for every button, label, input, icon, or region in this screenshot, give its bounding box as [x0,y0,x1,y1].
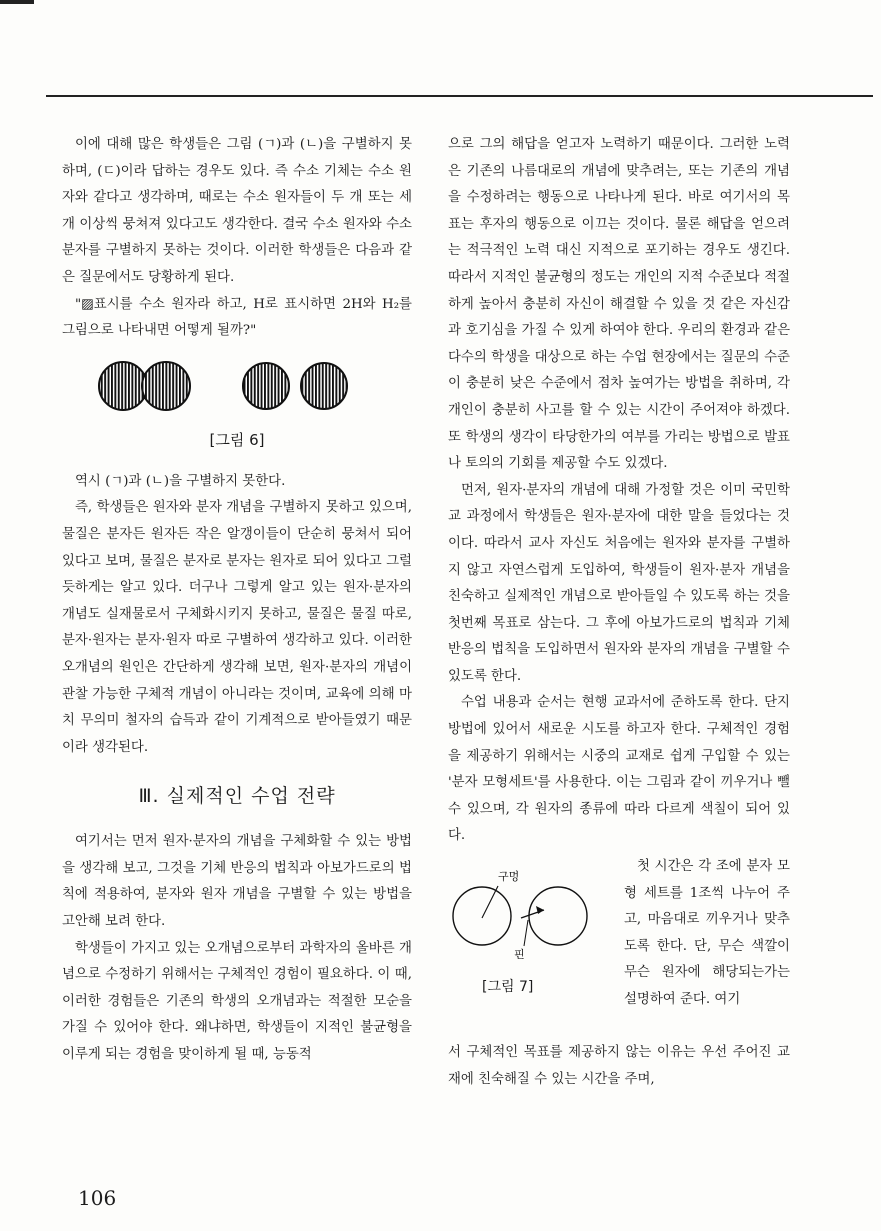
figure-7 [448,860,618,1036]
paragraph: 즉, 학생들은 원자와 분자 개념을 구별하지 못하고 있으며, 물질은 분자든 원자든 작은 알갱이들이 단순히 뭉쳐서 되어 있다고 보며, 물질은 분자로 분자는 원자로 되어 있다고 그럴 듯하게는 알고 있다. 더구나 그렇게 알고 있는 원자·분자의 개념도 실재물로서 구체화시키지 못하고, 물질은 물질 따로, 분자·원자는 분자·원자 따로 구별하여 생각하고 있다. 이러한 오개념의 원인은 간단하게 생각해 보면, 원자·분자의 개념이 관찰 가능한 구체적 개념이 아니라는 것이며, 교육에 의해 마치 무의미 철자의 습득과 같이 기계적으로 받아들였기 때문이라 생각된다. [62,500,412,755]
pin-pointer [524,920,528,946]
left-column [62,132,412,1069]
atom-circle [243,363,289,409]
atom-circle [301,363,347,409]
molecule-model-figure [448,860,618,970]
model-ball [529,887,587,945]
paragraph: 이에 대해 많은 학생들은 그림 (ㄱ)과 (ㄴ)을 구별하지 못하며, (ㄷ)이라 답하는 경우도 있다. 즉 수소 기체는 수소 원자와 같다고 생각하며, 때로는 수소 원자들이 두 개 또는 세 개 이상씩 뭉쳐져 있다고도 생각한다. 결국 수소 원자와 수소 분자를 구별하지 못하는 것이다. 이러한 학생들은 다음과 같은 질문에서도 당황하게 된다. [62,137,412,285]
question-quote: "▨표시를 수소 원자라 하고, H로 표시하면 2H와 H₂를 그림으로 나타내면 어떻게 될까?" [62,296,412,339]
atom-circle [99,362,147,410]
figure-6 [62,345,412,423]
figure-7-caption: [그림 7] [482,979,534,996]
hole-label: 구멍 [498,870,520,884]
paragraph: 먼저, 원자·분자의 개념에 대해 가정할 것은 이미 국민학교 과정에서 학생들은 원자·분자에 대한 말을 들었다는 것이다. 따라서 교사 자신도 처음에는 원자와 분자를 구별하지 않고 자연스럽게 도입하여, 학생들이 원자·분자 개념을 친숙하고 실제적인 개념으로 받아들일 수 있도록 하는 것을 첫번째 목표로 삼는다. 그 후에 아보가드로의 법칙과 기체 반응의 법칙을 도입하면서 원자와 분자의 개념을 구별할 수 있도록 한다. [448,482,790,684]
paragraph: 학생들이 가지고 있는 오개념으로부터 과학자의 올바른 개념으로 수정하기 위해서는 구체적인 경험이 필요하다. 이 때, 이러한 경험들은 기존의 학생의 오개념과는 적절한 모순을 가질 수 있어야 한다. 왜냐하면, 학생들이 지적인 불균형을 이루게 되는 경험을 맞이하게 될 때, 능동적 [62,940,412,1063]
section-heading: Ⅲ. 실제적인 수업 전략 [138,785,336,808]
header-rule [46,95,873,97]
right-column [448,132,790,1093]
page-number: 106 [78,1186,117,1210]
hole-pointer [482,886,498,918]
paragraph: 으로 그의 해답을 얻고자 노력하기 때문이다. 그러한 노력은 기존의 나름대로의 개념에 맞추려는, 또는 기존의 개념을 수정하려는 행동으로 나타나게 된다. 바로 여기서의 목표는 후자의 행동으로 이끄는 것이다. 물론 해답을 얻으려는 적극적인 노력 대신 지적으로 포기하는 경우도 생긴다. 따라서 지적인 불균형의 정도는 개인의 지적 수준보다 적절하게 높아서 충분히 자신이 해결할 수 있을 것 같은 자신감과 호기심을 가질 수 있게 하여야 한다. 우리의 환경과 같은 다수의 학생을 대상으로 하는 수업 현장에서는 질문의 수준이 충분히 낮은 수준에서 점차 높여가는 방법을 취하며, 각 개인이 충분히 사고를 할 수 있는 시간이 주어져야 하겠다. 또 학생의 생각이 타당한가의 여부를 가리는 방법으로 발표나 토의의 기회를 제공할 수도 있겠다. [448,137,790,472]
paragraph: 여기서는 먼저 원자·분자의 개념을 구체화할 수 있는 방법을 생각해 보고, 그것을 기체 반응의 법칙과 아보가드로의 법칙에 적용하여, 분자와 원자 개념을 구별할 수 있는 방법을 고안해 보려 한다. [62,834,412,930]
model-ball [453,887,511,945]
pin-label: 핀 [514,948,525,962]
paragraph: 첫 시간은 각 조에 분자 모형 세트를 1조씩 나누어 주고, 마음대로 끼우거나 맞추도록 한다. 단, 무슨 색깔이 무슨 원자에 해당되는가는 설명하여 준다. 여기 [624,859,790,1007]
paragraph: 서 구체적인 목표를 제공하지 않는 이유는 우선 주어진 교재에 친숙해질 수 있는 시간을 주며, [448,1045,790,1087]
figure-7-block [448,854,790,1040]
corner-mark [0,0,34,4]
paragraph: 수업 내용과 순서는 현행 교과서에 준하도록 한다. 단지 방법에 있어서 새로운 시도를 하고자 한다. 구체적인 경험을 제공하기 위해서는 시중의 교재로 쉽게 구입할 수 있는 '분자 모형세트'를 사용한다. 이는 그림과 같이 끼우거나 뺄 수 있으며, 각 원자의 종류에 따라 다르게 색칠이 되어 있다. [448,695,790,844]
atom-circle [142,362,190,410]
hydrogen-atoms-figure [94,353,364,419]
figure-6-caption: [그림 6] [209,430,265,449]
paragraph: 역시 (ㄱ)과 (ㄴ)을 구별하지 못한다. [75,473,286,489]
